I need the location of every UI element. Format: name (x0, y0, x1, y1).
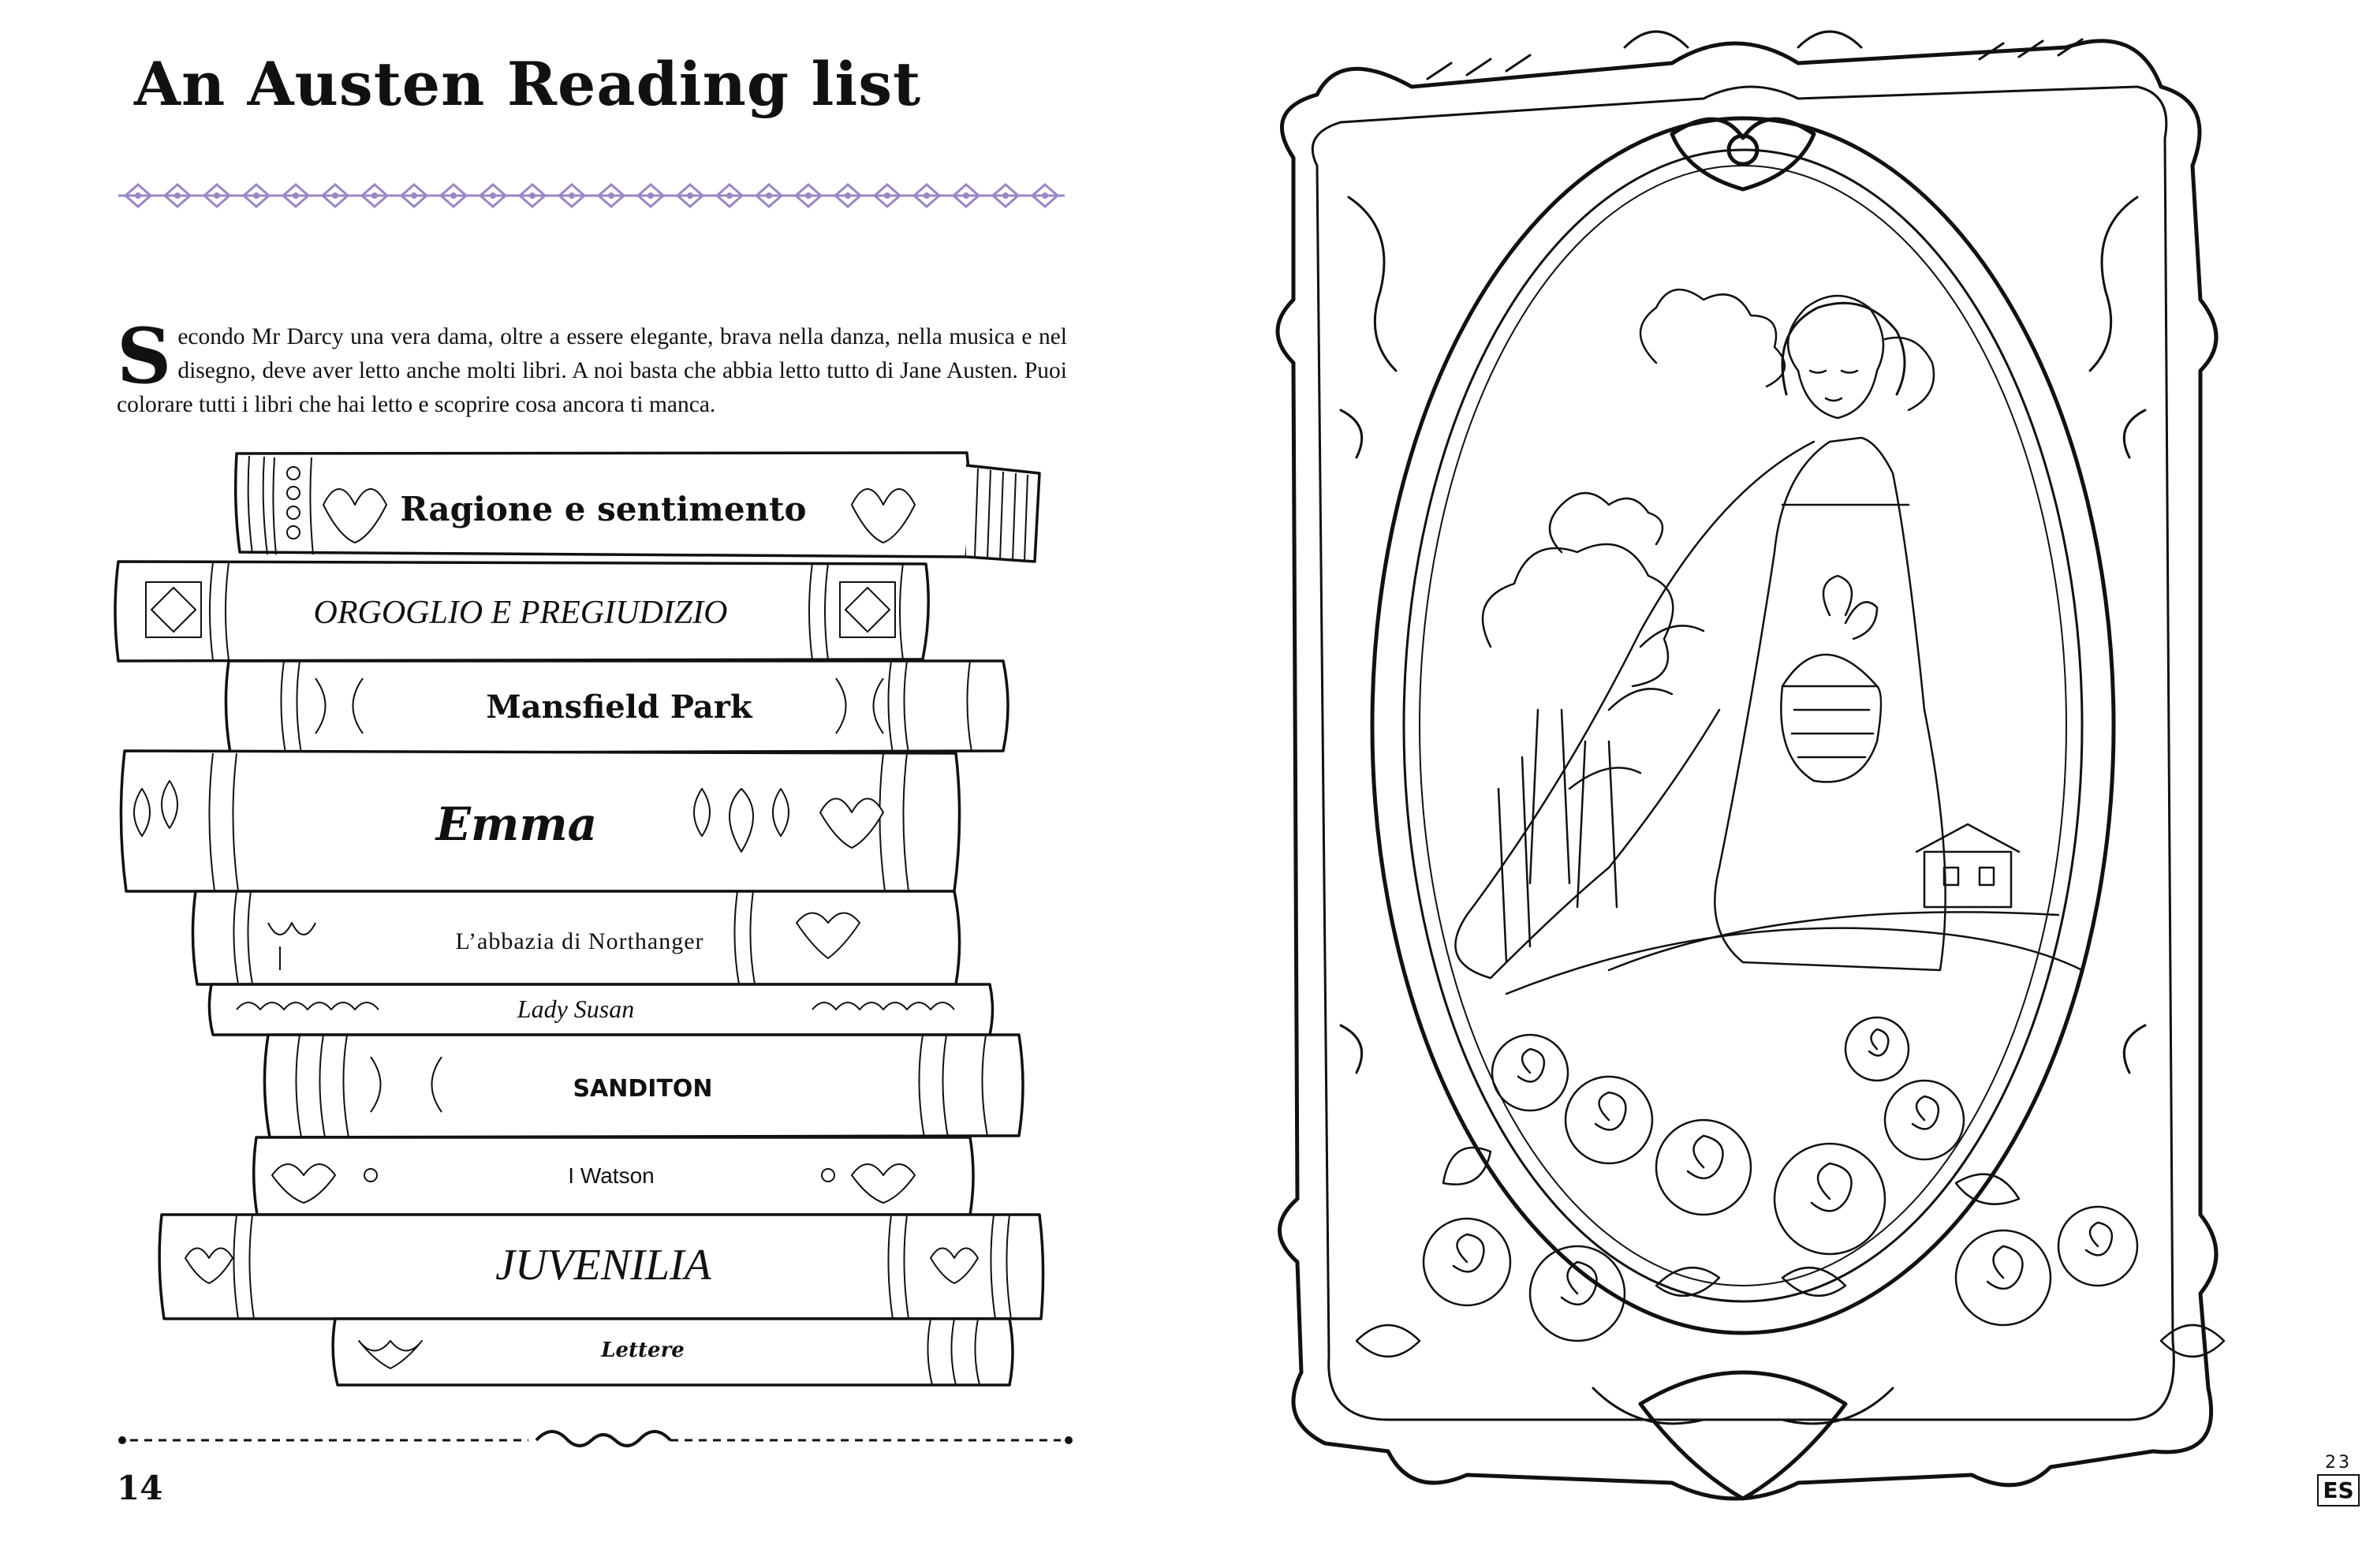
oval-frame-inner (1404, 150, 2082, 1301)
book-title-5: L’abbazia di Northanger (455, 928, 704, 954)
book-title-8: I Watson (568, 1163, 655, 1188)
book-title-4: Emma (435, 797, 598, 851)
oval-frame-outer (1372, 118, 2114, 1333)
page-number: 14 (117, 1469, 163, 1507)
woman-cape (1455, 442, 1814, 978)
intro-dropcap: S (117, 312, 172, 401)
ornamental-divider-bottom (118, 1424, 1073, 1456)
woman-dress (1715, 438, 1945, 970)
book-title-1: Ragione e sentimento (400, 490, 807, 528)
book-title-3: Mansfield Park (486, 689, 752, 726)
frame-outer-border (1278, 41, 2216, 1499)
book-title-6: Lady Susan (517, 995, 635, 1023)
intro-text: econdo Mr Darcy una vera dama, oltre a essere elegante, brava nella danza, nella musica e nel disegno, deve aver letto anche molti libri. A noi basta che abbia letto tutto di Jane Austen. Puoi colorare tutti i libri che hai letto e scoprire cosa ancora ti manca. (117, 324, 1067, 417)
signature-year: 23 (2325, 1453, 2352, 1473)
book-title-2: ORGOGLIO E PREGIUDIZIO (313, 595, 728, 631)
page-title: An Austen Reading list (134, 49, 922, 119)
artist-signature (2317, 1453, 2360, 1506)
book-title-10: Lettere (601, 1338, 685, 1362)
book-title-9: JUVENILIA (495, 1241, 711, 1290)
illustration-woman-in-frame (1230, 0, 2366, 1568)
signature-initials: ES (2317, 1474, 2360, 1506)
book-title-7: SANDITON (573, 1075, 713, 1103)
right-page (1230, 0, 2366, 1568)
